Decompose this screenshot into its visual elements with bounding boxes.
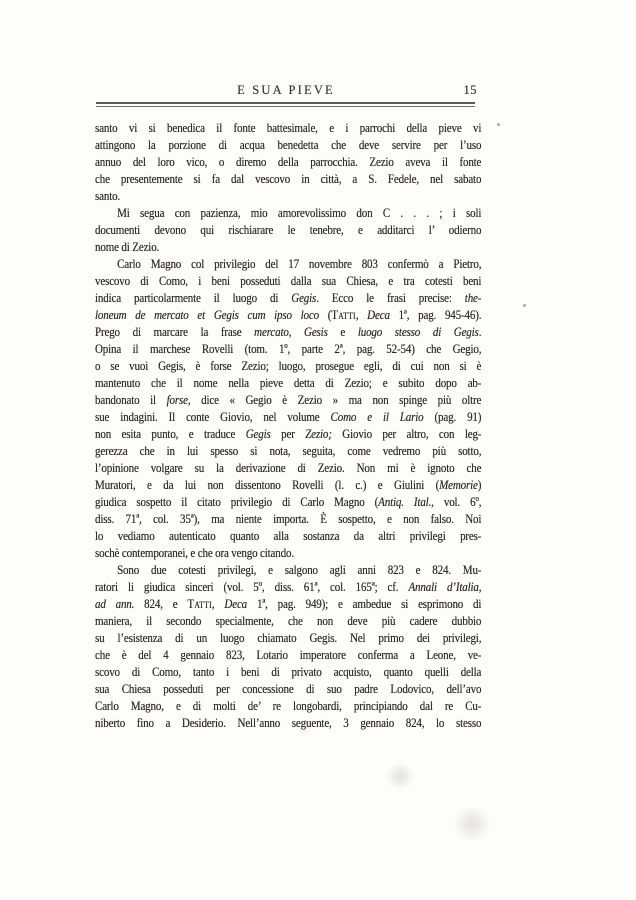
text-segment: ) <box>477 477 482 492</box>
text-segment: l’opinione volgare su la derivazione di Zezio. Non mi è ignoto che <box>95 460 482 475</box>
text-segment: Muratori, e da lui non dissentono Rovelli (l. c.) e Giulini ( <box>95 477 440 492</box>
text-segment: Prego di marcare la frase <box>95 324 255 339</box>
paragraph <box>95 204 481 255</box>
text-segment: , <box>211 596 225 611</box>
header-title: E SUA PIEVE <box>237 83 335 97</box>
text-segment: nome di Zezio. <box>95 239 160 254</box>
italic-text: Deca <box>367 307 390 322</box>
text-segment: dice « Gegio è Zezio » ma non spinge più oltre <box>190 392 482 407</box>
scan-smudge <box>450 808 494 840</box>
text-line <box>95 187 481 204</box>
text-line <box>95 272 481 289</box>
text-segment: maniera, il secondo specialmente, che non deve più cadere dubbio <box>95 613 482 628</box>
text-line <box>95 153 481 170</box>
text-line <box>95 357 481 374</box>
text-line <box>95 476 481 493</box>
smallcaps-text: Tatti <box>187 596 212 611</box>
text-segment: diss. 71ª, col. 35ª), ma niente importa. È sospetto, e non falso. Noi <box>95 511 482 526</box>
italic-text: Gegis <box>291 290 317 305</box>
text-segment: , <box>355 307 368 322</box>
text-line <box>95 646 481 663</box>
text-segment: Carlo Magno col privilegio del 17 novembre 803 confermò a Pietro, <box>117 256 482 271</box>
text-segment: indica particolarmente il luogo di <box>95 290 292 305</box>
text-segment: attingono la porzione di acqua benedetta che deve servire per l’uso <box>95 137 482 152</box>
text-line <box>95 561 481 578</box>
italic-text: Antiq. Ital., <box>378 494 434 509</box>
text-line <box>95 391 481 408</box>
text-segment: Carlo Magno, e di molti de’ re longobardi, principiando dal re Cu- <box>95 698 482 713</box>
text-line <box>95 170 481 187</box>
text-line <box>95 221 481 238</box>
text-segment: Opina il marchese Rovelli (tom. 1º, parte 2ª, pag. 52-54) che Gegio, <box>95 341 482 356</box>
text-segment: che è del 4 gennaio 823, Lotario imperatore conferma a Leone, ve- <box>95 647 482 662</box>
text-line <box>95 714 481 731</box>
italic-text: ad ann. <box>95 596 135 611</box>
text-segment: mantenuto che il nome nella pieve detta di Zezio; e subito dopo ab- <box>95 375 482 390</box>
text-line <box>95 408 481 425</box>
scan-speck <box>523 304 526 307</box>
text-segment: Giovio per altro, con leg- <box>331 426 482 441</box>
text-line <box>95 136 481 153</box>
text-line <box>95 323 481 340</box>
text-segment: giudica sospetto il citato privilegio di Carlo Magno ( <box>95 494 379 509</box>
text-line <box>95 119 481 136</box>
page-number: 15 <box>463 83 477 97</box>
text-line <box>95 289 481 306</box>
text-segment: su l’esistenza di un luogo chiamato Gegis. Nel primo dei privilegi, <box>95 630 482 645</box>
text-segment: bandonato il <box>95 392 167 407</box>
text-segment: non esita punto, e traduce <box>95 426 246 441</box>
italic-text: Deca <box>224 596 248 611</box>
text-segment: 824, e <box>134 596 188 611</box>
text-segment: Sono due cotesti privilegi, e salgono agli anni 823 e 824. Mu- <box>117 562 482 577</box>
italic-text: loneum de mercato et Gegis cum ipso loco <box>95 307 319 322</box>
text-segment: santo. <box>95 188 121 203</box>
text-segment: sue indagini. Il conte Giovio, nel volume <box>95 409 331 424</box>
text-block <box>95 119 481 731</box>
paragraph <box>95 255 481 561</box>
text-segment: documenti devono qui rischiarare le tenebre, e additarci l’ odierno <box>95 222 482 237</box>
text-line <box>95 629 481 646</box>
text-segment: 1ª, pag. 945-46). <box>389 307 482 322</box>
text-line <box>95 425 481 442</box>
text-line <box>95 255 481 272</box>
text-segment: . <box>478 324 482 339</box>
text-line <box>95 204 481 221</box>
text-line <box>95 544 481 561</box>
text-segment: ratori li giudica sinceri (vol. 5º, diss. 61ª, col. 165ª; cf. <box>95 579 409 594</box>
italic-text: luogo stesso di Gegis <box>357 324 479 339</box>
text-segment: vol. 6º, <box>433 494 482 509</box>
text-line <box>95 306 481 323</box>
text-segment: (pag. 91) <box>423 409 482 424</box>
text-segment: e <box>327 324 358 339</box>
text-segment: scovo di Como, tanto i beni di privato acquisto, quanto quelli della <box>95 664 482 679</box>
text-segment: . Ecco le frasi precise: <box>316 290 465 305</box>
text-line <box>95 442 481 459</box>
italic-text: Zezio; <box>305 426 332 441</box>
text-line <box>95 493 481 510</box>
italic-text: Annali d’Italia, <box>408 579 482 594</box>
italic-text: the- <box>464 290 482 305</box>
italic-text: forse, <box>166 392 191 407</box>
text-line <box>95 680 481 697</box>
text-segment: sua Chiesa posseduti per concessione di suo padre Lodovico, dell’avo <box>95 681 482 696</box>
scan-smudge <box>384 764 416 788</box>
header-rule <box>96 102 475 107</box>
text-line <box>95 697 481 714</box>
text-line <box>95 238 481 255</box>
text-segment: lo vediamo autenticato quanto alla sostanza da altri privilegi pres- <box>95 528 482 543</box>
italic-text: Como e il Lario <box>330 409 424 424</box>
text-segment: 1ª, pag. 949); e ambedue si esprimono di <box>247 596 482 611</box>
text-line <box>95 510 481 527</box>
text-segment: che presentemente si fa dal vescovo in città, a S. Fedele, nel sabato <box>95 171 482 186</box>
text-segment: gerezza che in lui spesso si nota, seguita, come vedremo più sotto, <box>95 443 482 458</box>
text-segment: ( <box>318 307 332 322</box>
text-segment: o se vuoi Gegis, è forse Zezio; luogo, prosegue egli, di cui non si è <box>95 358 482 373</box>
paragraph <box>95 561 481 731</box>
text-line <box>95 612 481 629</box>
text-line <box>95 663 481 680</box>
smallcaps-text: Tatti <box>331 307 356 322</box>
text-segment: niberto fino a Desiderio. Nell’anno seguente, 3 gennaio 824, lo stesso <box>95 715 482 730</box>
text-segment: annuo del loro vico, o diremo della parrocchia. Zezio aveva il fonte <box>95 154 482 169</box>
italic-text: Memorie <box>439 477 478 492</box>
italic-text: mercato, Gesis <box>254 324 328 339</box>
text-segment: Mi segua con pazienza, mio amorevolissimo don C . . . ; i soli <box>117 205 482 220</box>
text-segment: vescovo di Como, i beni posseduti dalla sua Chiesa, e tra cotesti beni <box>95 273 482 288</box>
text-segment: santo vi si benedica il fonte battesimale, e i parrochi della pieve vi <box>95 120 482 135</box>
text-line <box>95 578 481 595</box>
scan-speck <box>497 123 500 126</box>
text-segment: per <box>270 426 306 441</box>
text-segment: sochè contemporanei, e che ora vengo citando. <box>95 545 294 560</box>
italic-text: Gegis <box>245 426 271 441</box>
text-line <box>95 340 481 357</box>
text-line <box>95 595 481 612</box>
paragraph <box>95 119 481 204</box>
text-line <box>95 459 481 476</box>
text-line <box>95 374 481 391</box>
running-header <box>95 83 477 99</box>
text-line <box>95 527 481 544</box>
